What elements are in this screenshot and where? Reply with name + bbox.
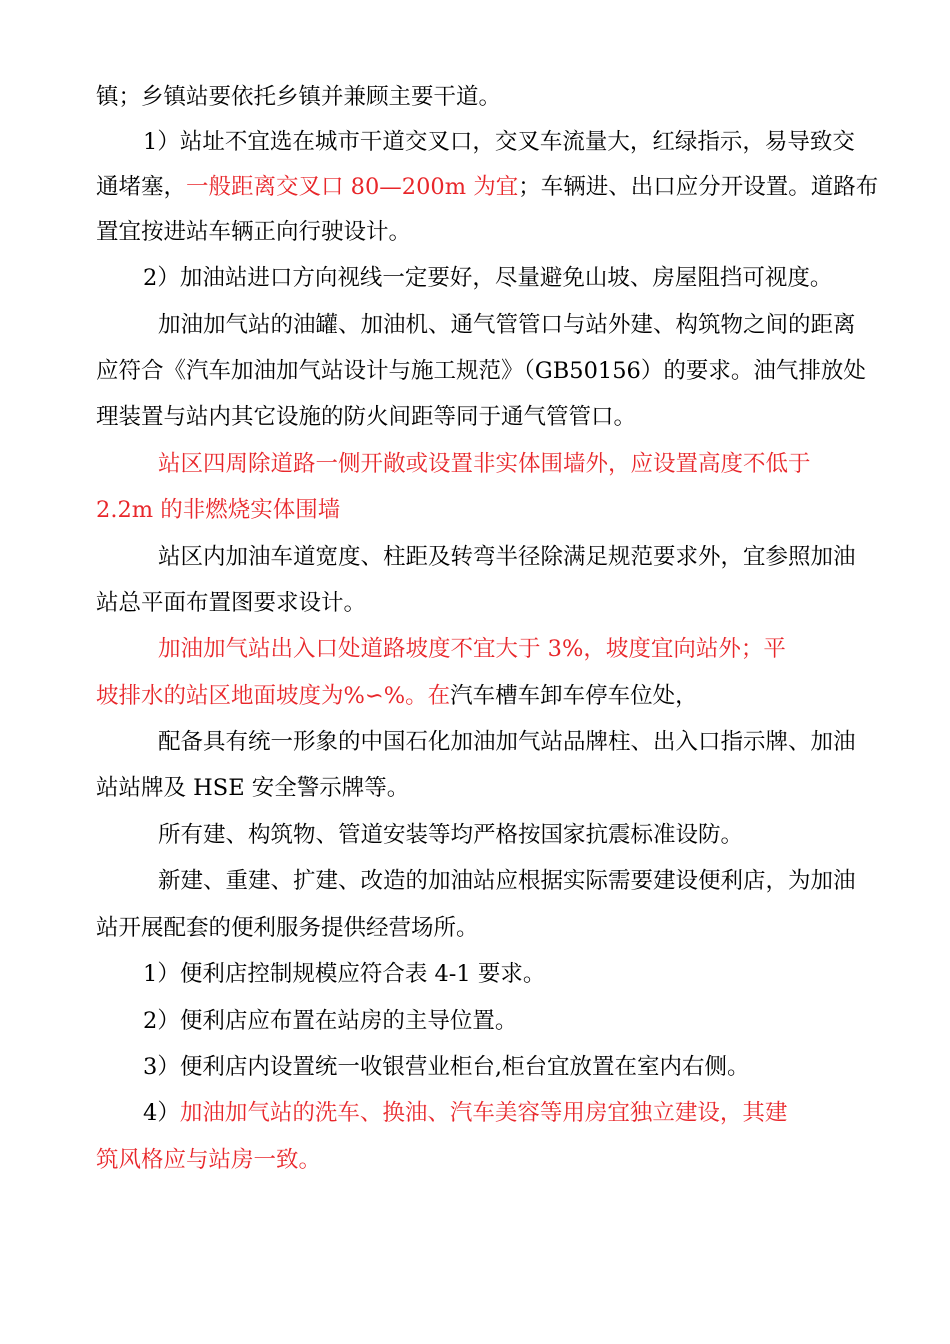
text-segment: 站开展配套的便利服务提供经营场所。 xyxy=(96,915,479,941)
text-line xyxy=(143,1098,787,1128)
text-line xyxy=(96,495,340,525)
highlighted-text: 站区四周除道路一侧开敞或设置非实体围墙外，应设置高度不低于 xyxy=(158,451,811,477)
text-segment: 加油加气站的油罐、加油机、通气管管口与站外建、构筑物之间的距离 xyxy=(158,312,856,338)
text-line xyxy=(96,356,866,386)
text-line xyxy=(158,866,856,896)
text-line xyxy=(143,127,855,157)
text-segment: 2）便利店应布置在站房的主导位置。 xyxy=(143,1008,518,1034)
text-segment: 3）便利店内设置统一收银营业柜台,柜台宜放置在室内右侧。 xyxy=(143,1054,750,1080)
text-line xyxy=(143,263,832,293)
text-line xyxy=(158,634,786,664)
text-line xyxy=(96,773,409,803)
text-segment: 镇；乡镇站要依托乡镇并兼顾主要干道。 xyxy=(96,84,502,110)
text-line xyxy=(96,681,698,711)
text-segment: 应符合《汽车加油加气站设计与施工规范》（GB50156）的要求。油气排放处 xyxy=(96,358,866,384)
text-segment: 1）便利店控制规模应符合表 4-1 要求。 xyxy=(143,961,546,987)
highlighted-text: 一般距离交叉口 80—200m 为宜 xyxy=(186,174,519,200)
text-line xyxy=(96,1145,321,1175)
text-segment: 4） xyxy=(143,1100,180,1126)
text-segment: 站区内加油车道宽度、柱距及转弯半径除满足规范要求外，宜参照加油 xyxy=(158,544,856,570)
text-line xyxy=(158,310,856,340)
highlighted-text: 筑风格应与站房一致。 xyxy=(96,1147,322,1173)
text-line xyxy=(96,217,411,247)
text-segment: 新建、重建、扩建、改造的加油站应根据实际需要建设便利店，为加油 xyxy=(158,868,856,894)
text-segment: 站站牌及 HSE 安全警示牌等。 xyxy=(96,775,410,801)
text-segment: 1）站址不宜选在城市干道交叉口，交叉车流量大，红绿指示，易导致交 xyxy=(143,129,855,155)
text-line xyxy=(158,449,811,479)
text-line xyxy=(143,1006,517,1036)
text-line xyxy=(158,820,743,850)
text-line xyxy=(96,588,366,618)
text-line xyxy=(96,913,479,943)
text-segment: 通堵塞， xyxy=(96,174,187,200)
text-line xyxy=(96,172,878,202)
text-segment: 配备具有统一形象的中国石化加油加气站品牌柱、出入口指示牌、加油 xyxy=(158,729,856,755)
highlighted-text: 加油加气站出入口处道路坡度不宜大于 3%，坡度宜向站外；平 xyxy=(158,636,786,662)
text-segment: 站总平面布置图要求设计。 xyxy=(96,590,367,616)
text-line xyxy=(96,402,636,432)
text-segment: 理装置与站内其它设施的防火间距等同于通气管管口。 xyxy=(96,404,637,430)
text-line xyxy=(143,1052,749,1082)
highlighted-text: 坡排水的站区地面坡度为%∽%。在 xyxy=(96,683,451,709)
highlighted-text: 加油加气站的洗车、换油、汽车美容等用房宜独立建设，其建 xyxy=(179,1100,788,1126)
text-segment: 2）加油站进口方向视线一定要好，尽量避免山坡、房屋阻挡可视度。 xyxy=(143,265,833,291)
text-segment: 汽车槽车卸车停车位处， xyxy=(450,683,698,709)
text-segment: 置宜按进站车辆正向行驶设计。 xyxy=(96,219,412,245)
text-line xyxy=(158,542,856,572)
text-line xyxy=(143,959,545,989)
text-line xyxy=(158,727,856,757)
text-segment: ；车辆进、出口应分开设置。道路布 xyxy=(518,174,879,200)
text-line xyxy=(96,82,501,112)
text-segment: 所有建、构筑物、管道安装等均严格按国家抗震标准设防。 xyxy=(158,822,744,848)
highlighted-text: 2.2m 的非燃烧实体围墙 xyxy=(96,497,341,523)
